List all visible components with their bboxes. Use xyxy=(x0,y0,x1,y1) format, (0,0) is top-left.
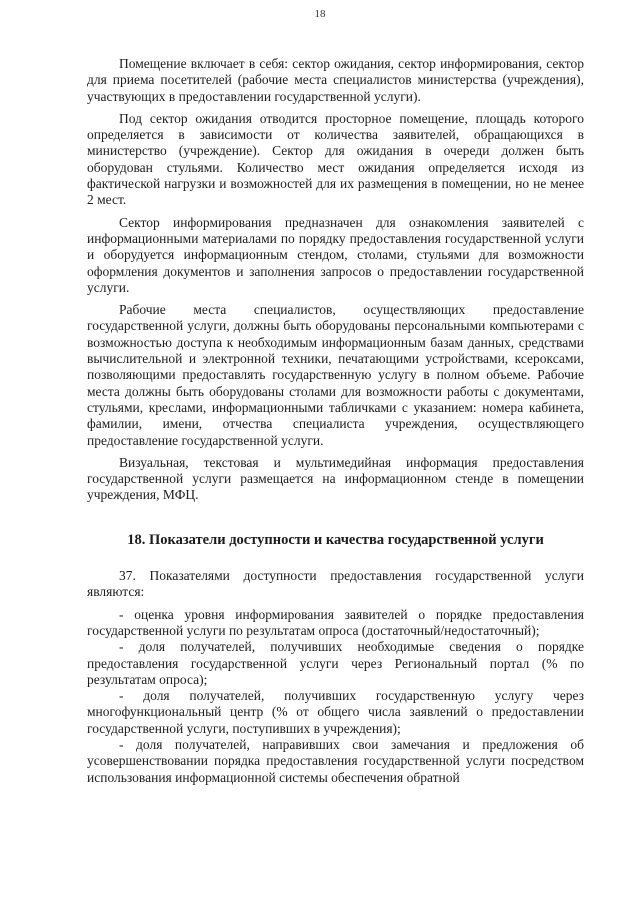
section-heading: 18. Показатели доступности и качества государственной услуги xyxy=(127,531,544,548)
section-intro: 37. Показателями доступности предоставления государственной услуги являются: xyxy=(87,568,584,600)
page-number: 18 xyxy=(314,8,326,20)
document-body xyxy=(87,56,584,786)
list-item: - оценка уровня информирования заявителей о порядке предоставления государственной услуги по результатам опроса (достаточный/недостаточный); xyxy=(87,606,584,638)
list-item: - доля получателей, получивших государственную услугу через многофункциональный центр (% от общего числа заявлений о предоставлении государственной услуги, поступивших в учреждения); xyxy=(87,688,584,736)
paragraph-waiting-sector: Под сектор ожидания отводится просторное помещение, площадь которого определяется в зависимости от количества заявителей, обращающихся в министерство (учреждение). Сектор для ожидания в очереди должен быть оборудован стульями. Количество мест ожидания определяется исходя из фактической нагрузки и возможностей для их размещения в помещении, но не менее 2 мест. xyxy=(87,110,584,208)
paragraph-visual-information: Визуальная, текстовая и мультимедийная информация предоставления государственной услуги размещается на информационном стенде в помещении учреждения, МФЦ. xyxy=(87,454,584,503)
paragraph-workplaces: Рабочие места специалистов, осуществляющих предоставление государственной услуги, должны быть оборудованы персональными компьютерами с возможностью доступа к необходимым информационным базам данных, средствами вычислительной и электронной техники, печатающими устройствами, ксероксами, позволяющими предоставлять государственную услугу в полном объеме. Рабочие места должны быть оборудованы столами для возможности работы с документами, стульями, креслами, информационными табличками с указанием: номера кабинета, фамилии, имени, отчества специалиста учреждения, осуществляющего предоставление государственной услуги. xyxy=(87,302,584,448)
paragraph-information-sector: Сектор информирования предназначен для ознакомления заявителей с информационными материалами по порядку предоставления государственной услуги и оборудуется информационным стендом, столами, стульями для возможности оформления документов и заполнения запросов о предоставлении государственной услуги. xyxy=(87,214,584,295)
list-item: - доля получателей, направивших свои замечания и предложения об усовершенствовании порядка предоставления государственной услуги посредством использования информационной системы обеспечения обратной xyxy=(87,736,584,785)
list-item: - доля получателей, получивших необходимые сведения о порядке предоставления государственной услуги через Региональный портал (% по результатам опроса); xyxy=(87,639,584,687)
paragraph-premises: Помещение включает в себя: сектор ожидания, сектор информирования, сектор для приема посетителей (рабочие места специалистов министерства (учреждения), участвующих в предоставлении государственной услуги). xyxy=(87,56,584,104)
